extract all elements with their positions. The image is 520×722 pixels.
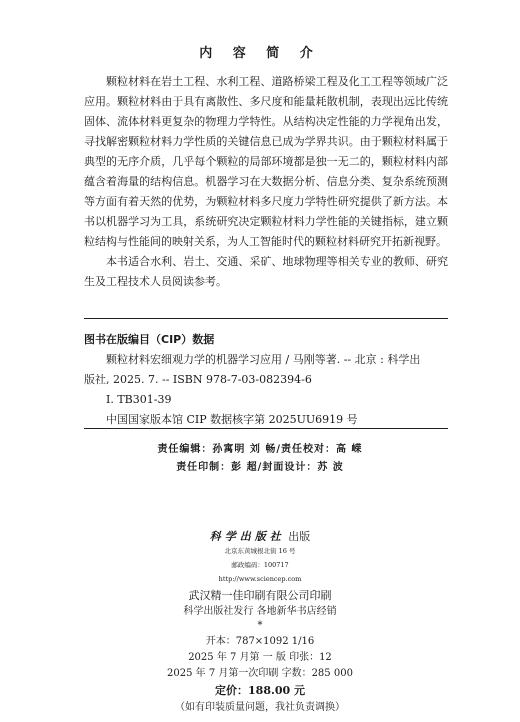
cip-record-line2: 版社, 2025. 7. -- ISBN 978-7-03-082394-6 — [84, 373, 312, 386]
quality-notice: （如有印装质量问题，我社负责调换） — [175, 702, 345, 713]
intro-paragraph: 本书适合水利、岩土、交通、采矿、地球物理等相关专业的教师、研究生及工程技术人员阅读参考。 — [84, 255, 448, 288]
publisher-line — [0, 528, 520, 544]
publisher-address: 北京东黄城根北街 16 号 — [224, 547, 296, 555]
cip-record-line1: 颗粒材料宏细观力学的机器学习应用 / 马刚等著. -- 北京 : 科学出 — [106, 353, 421, 366]
distribution-line: 科学出版社发行 各地新华书店经销 — [183, 606, 337, 617]
divider-top — [84, 318, 448, 319]
cip-block — [84, 330, 448, 430]
printer-line: 武汉精一佳印刷有限公司印刷 — [188, 589, 332, 602]
intro-title: 内 容 简 介 — [199, 46, 321, 61]
printing-line: 2025 年 7 月第一次印刷 字数：285 000 — [167, 668, 353, 679]
publisher-logo: 科学出版社 — [209, 530, 285, 543]
format-line: 开本：787×1092 1/16 — [205, 636, 315, 647]
publisher-website: http://www.sciencep.com — [218, 575, 302, 583]
production-credits: 责任印制：彭 超/封面设计：苏 波 — [176, 462, 344, 473]
divider-bottom — [84, 428, 448, 429]
publisher-suffix: 出版 — [288, 530, 311, 543]
cip-classification: I. TB301-39 — [106, 393, 172, 406]
price-line: 定价：188.00 元 — [215, 684, 305, 697]
cip-core-number: 中国国家版本馆 CIP 数据核字第 2025UU6919 号 — [106, 413, 358, 426]
publisher-postcode: 邮政编码：100717 — [231, 561, 289, 569]
cip-heading: 图书在版编目（CIP）数据 — [84, 333, 215, 346]
editor-credits: 责任编辑：孙寓明 刘 畅/责任校对：高 嵘 — [157, 444, 363, 455]
intro-body — [84, 72, 448, 292]
intro-paragraph: 颗粒材料在岩土工程、水利工程、道路桥梁工程及化工工程等领域广泛应用。颗粒材料由于具有离散性、多尺度和能量耗散机制，表现出远比传统固体、流体材料更复杂的物理力学特性。从结构决定性能的力学视角出发，寻找解密颗粒材料力学性质的关键信息已成为学界共识。由于颗粒材料属于典型的无序介质，几乎每个颗粒的局部环境都是独一无二的，颗粒材料内部蕴含着海量的结构信息。机器学习在大数据分析、信息分类、复杂系统预测等方面有着天然的优势，为颗粒材料多尺度力学特性研究提供了新方法。本书以机器学习为工具，系统研究决定颗粒材料力学性能的关键指标，建立颗粒结构与性能间的映射关系，为人工智能时代的颗粒材料研究开拓新视野。 — [84, 75, 448, 248]
edition-line: 2025 年 7 月第 一 版 印张：12 — [188, 652, 332, 663]
separator-star: * — [257, 620, 263, 631]
